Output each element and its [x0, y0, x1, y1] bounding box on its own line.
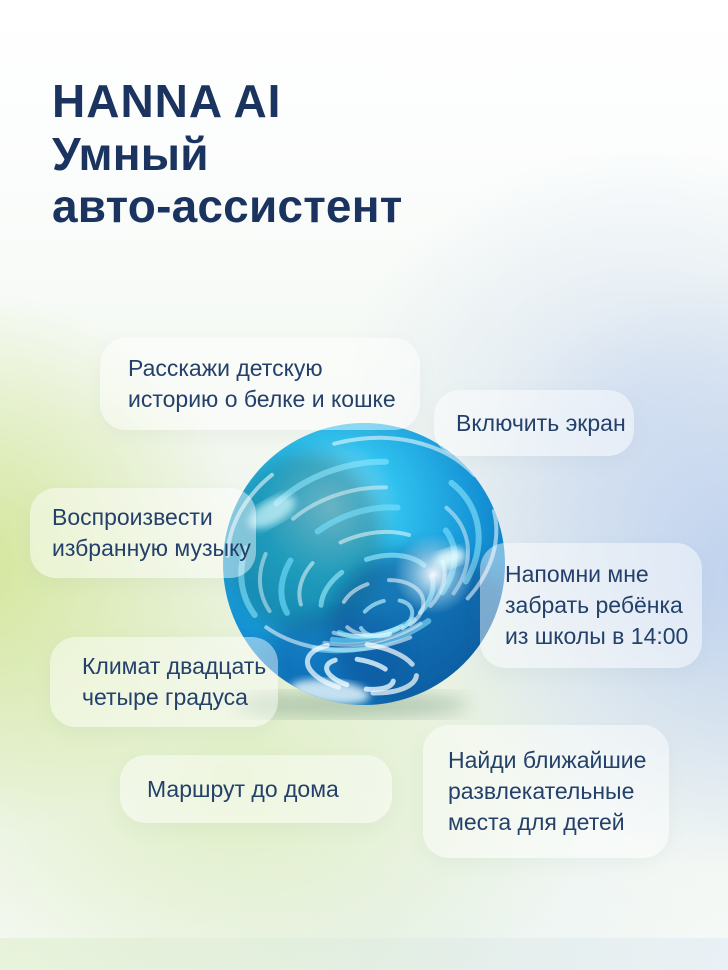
bubble-text-line: из школы в 14:00: [505, 623, 689, 649]
bubble-text-line: Маршрут до дома: [147, 775, 339, 802]
bubble-text-line: Найди ближайшие: [448, 747, 647, 773]
bubble-text-line: забрать ребёнка: [505, 592, 683, 618]
voice-command-bubble-places: [423, 725, 669, 858]
voice-command-bubble-music: [30, 488, 256, 578]
title-block: [52, 74, 402, 232]
bubble-text-line: Воспроизвести: [52, 504, 213, 530]
brand-title: HANNA AI: [52, 75, 282, 127]
voice-command-bubble-climate: [50, 637, 278, 727]
bubble-text-line: Климат двадцать: [82, 653, 267, 679]
voice-command-bubble-story: [100, 338, 420, 430]
bubble-text-line: Включить экран: [456, 409, 626, 436]
bubble-text-line: избранную музыку: [52, 535, 251, 561]
subtitle-line-2: авто-ассистент: [52, 180, 403, 232]
bubble-text-line: историю о белке и кошке: [128, 386, 396, 412]
voice-command-bubble-reminder: [480, 543, 702, 668]
bubble-text-line: Напомни мне: [505, 561, 649, 587]
bubble-text-line: четыре градуса: [82, 684, 248, 710]
subtitle-line-1: Умный: [52, 128, 209, 180]
bubble-text-line: развлекательные: [448, 778, 635, 804]
bubble-text-line: места для детей: [448, 809, 625, 835]
voice-command-bubble-route: [120, 755, 392, 823]
bubble-text-line: Расскажи детскую: [128, 355, 323, 381]
voice-command-bubble-screen: [434, 390, 634, 456]
